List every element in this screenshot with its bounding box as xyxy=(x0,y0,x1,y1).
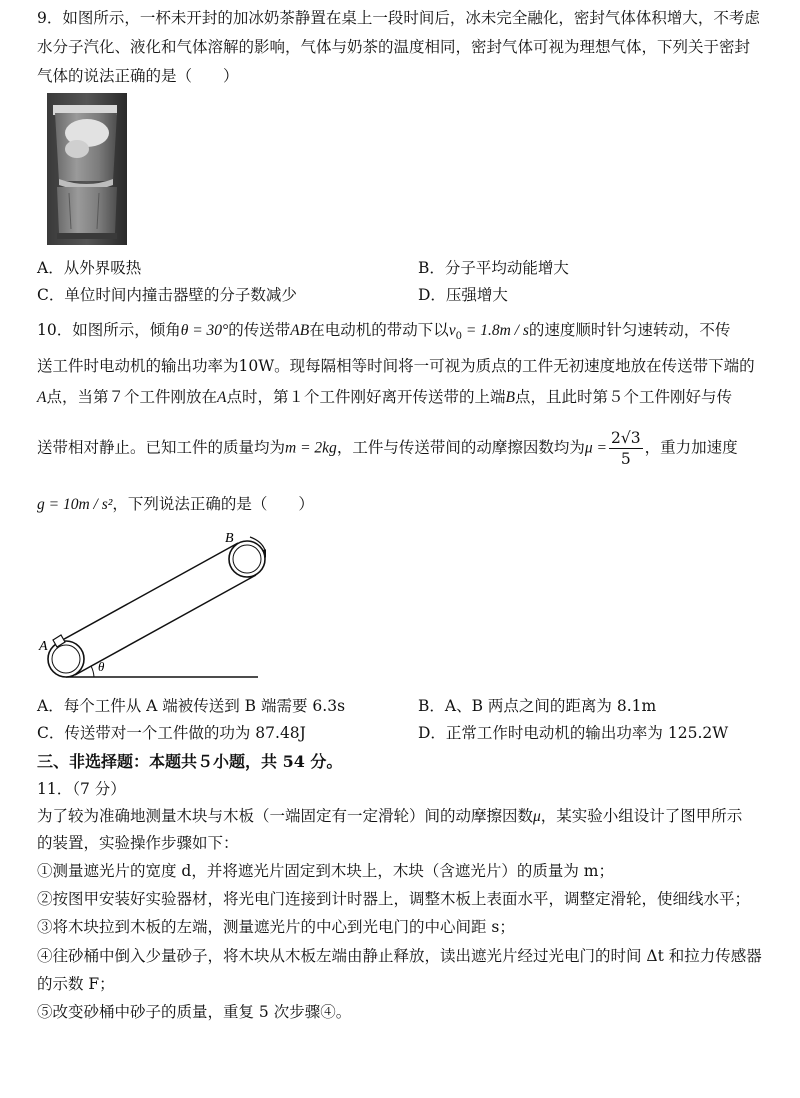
q11-step-5: ⑤改变砂桶中砂子的质量，重复 5 次步骤④。 xyxy=(37,1003,352,1021)
q10-option-a: A．每个工件从 A 端被传送到 B 端需要 6.3s xyxy=(37,697,346,715)
label-b: B xyxy=(225,531,234,546)
q10-line-3: A点，当第７个工件刚放在A点时，第１个工件刚好离开传送带的上端B点，且此时第５个工件刚好与传 xyxy=(37,388,732,406)
conveyor-belt-diagram xyxy=(36,528,266,688)
q11-intro-1: 为了较为准确地测量木块与木板（一端固定有一定滑轮）间的动摩擦因数μ，某实验小组设计了图甲所示 xyxy=(37,807,743,825)
q9-option-d: D．压强增大 xyxy=(418,286,508,304)
section-3-heading: 三、非选择题：本题共５小题，共 54 分。 xyxy=(37,752,343,771)
q10-line-5: g = 10m / s²，下列说法正确的是（ ） xyxy=(37,495,314,513)
mu-fraction: $\frac{2√3}{5}$ xyxy=(610,429,641,468)
q10-line-4: 送带相对静止。已知工件的质量均为m = 2kg，工件与传送带间的动摩擦因数均为μ = $\frac{2√3}{5}$ ，重力加速度 xyxy=(37,429,738,468)
q11-step-3: ③将木块拉到木板的左端，测量遮光片的中心到光电门的中心间距 s； xyxy=(37,918,515,936)
milk-tea-cup-photo xyxy=(47,93,127,245)
q10-line-2: 送工件时电动机的输出功率为10W。现每隔相等时间将一可视为质点的工件无初速度地放在传送带下端的 xyxy=(37,357,755,375)
q10-option-b: B．A、B 两点之间的距离为 8.1m xyxy=(418,697,657,715)
q11-intro-2: 的装置，实验操作步骤如下： xyxy=(37,834,239,852)
label-a: A xyxy=(39,639,48,654)
q9-option-c: C．单位时间内撞击器壁的分子数减少 xyxy=(37,286,297,304)
q10-option-d: D．正常工作时电动机的输出功率为 125.2W xyxy=(418,724,729,742)
q9-option-a: A．从外界吸热 xyxy=(37,259,142,277)
label-theta: θ xyxy=(98,659,105,674)
q10-line-1: 10．如图所示，倾角θ = 30°的传送带AB在电动机的带动下以$v_0 = 1.8m / s$的速度顺时针匀速转动，不传 xyxy=(37,321,731,343)
q9-line-3: 气体的说法正确的是（ ） xyxy=(37,67,239,85)
q10-option-c: C．传送带对一个工件做的功为 87.48J xyxy=(37,724,306,742)
q11-header: 11．（7 分） xyxy=(37,780,126,798)
q11-step-2: ②按图甲安装好实验器材，将光电门连接到计时器上，调整木板上表面水平，调整定滑轮，使细线水平； xyxy=(37,890,751,908)
q9-line-2: 水分子汽化、液化和气体溶解的影响，气体与奶茶的温度相同，密封气体可视为理想气体，下列关于密封 xyxy=(37,38,751,56)
q11-step-4-line-1: ④往砂桶中倒入少量砂子，将木块从木板左端由静止释放，读出遮光片经过光电门的时间 Δt 和拉力传感器 xyxy=(37,947,762,965)
q11-step-4-line-2: 的示数 F； xyxy=(37,975,115,993)
q11-step-1: ①测量遮光片的宽度 d，并将遮光片固定到木块上，木块（含遮光片）的质量为 m； xyxy=(37,862,614,880)
q9-line-1: 9．如图所示，一杯未开封的加冰奶茶静置在桌上一段时间后，冰未完全融化，密封气体体积增大，不考虑 xyxy=(37,9,760,27)
q9-option-b: B．分子平均动能增大 xyxy=(418,259,569,277)
